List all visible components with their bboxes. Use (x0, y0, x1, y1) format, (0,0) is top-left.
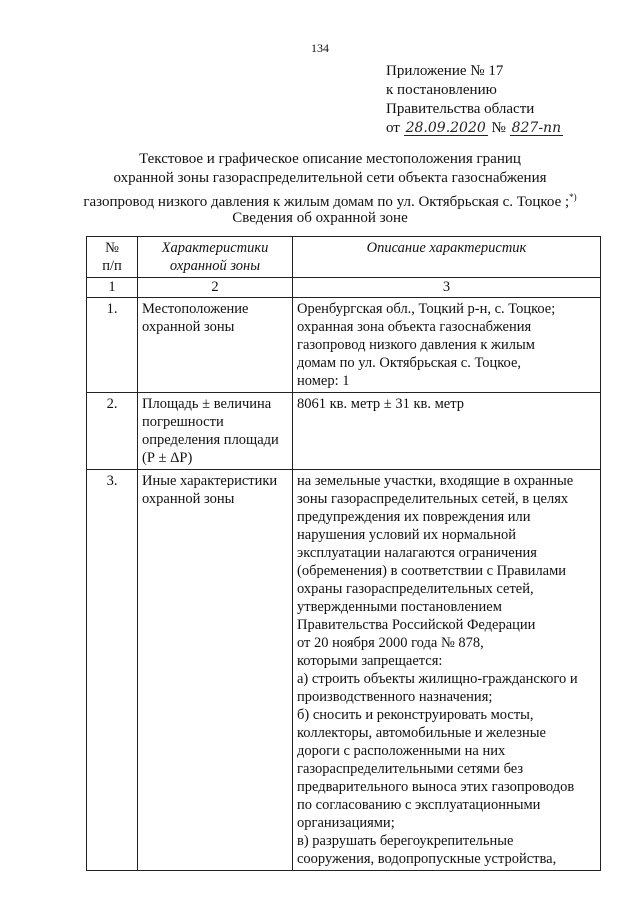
appendix-block (386, 62, 563, 138)
appendix-line-1: Приложение № 17 (386, 63, 504, 79)
description-line: зоны газораспределительных сетей, в целях (297, 491, 569, 507)
description-line: домам по ул. Октябрьская с. Тоцкое, (297, 355, 522, 371)
column-number-1: 1 (87, 278, 138, 298)
description-line: дороги с расположенными на них (297, 743, 506, 759)
description-line: на земельные участки, входящие в охранные (297, 473, 574, 489)
header-characteristics: Характеристики охранной зоны (138, 237, 293, 278)
description-line: а) строить объекты жилищно-гражданского и (297, 671, 578, 687)
description-line: б) сносить и реконструировать мосты, (297, 707, 534, 723)
table-row (87, 470, 601, 871)
description-line: в) разрушать берегоукрепительные (297, 833, 514, 849)
column-number-3: 3 (293, 278, 601, 298)
table-row (87, 393, 601, 470)
description-line: сооружения, водопропускные устройства, (297, 851, 557, 867)
description-line: утвержденными постановлением (297, 599, 502, 615)
description-line: эксплуатации налагаются ограничения (297, 545, 537, 561)
row-number: 3. (87, 470, 138, 871)
description-line: номер: 1 (297, 373, 350, 389)
title-line-2: охранной зоны газораспределительной сети объекта газоснабжения (113, 170, 547, 186)
title-line-3-text: газопровод низкого давления к жилым домам по ул. Октябрьская с. Тоцкое ; (83, 194, 570, 210)
description-line: Оренбургская обл., Тоцкий р-н, с. Тоцкое; (297, 301, 556, 317)
description-line: производственного назначения; (297, 689, 493, 705)
column-number-2: 2 (138, 278, 293, 298)
description-line: от 20 ноября 2000 года № 878, (297, 635, 484, 651)
description-line: газораспределительными сетями без (297, 761, 524, 777)
description-line: Правительства Российской Федерации (297, 617, 536, 633)
appendix-line-2: к постановлению (386, 82, 497, 98)
description-line: которыми запрещается: (297, 653, 443, 669)
title-line-3 (60, 188, 600, 212)
description-line: предупреждения их повреждения или (297, 509, 531, 525)
header-num-line-1: № (105, 240, 119, 256)
document-title (60, 150, 600, 212)
description-line: предварительного выноса этих газопроводов (297, 779, 575, 795)
description-line: организациями; (297, 815, 395, 831)
description-line: нарушения условий их нормальной (297, 527, 517, 543)
row-description (293, 393, 601, 470)
title-line-1: Текстовое и графическое описание местоположения границ (139, 151, 521, 167)
description-line: охранная зона объекта газоснабжения (297, 319, 532, 335)
description-line: 8061 кв. метр ± 31 кв. метр (297, 396, 464, 412)
handwritten-number: 827-пп (511, 120, 562, 136)
handwritten-date: 28.09.2020 (405, 120, 486, 136)
row-characteristic: Иные характеристики охранной зоны (138, 470, 293, 871)
row-characteristic: Площадь ± величина погрешности определения площади (Р ± ΔР) (138, 393, 293, 470)
protected-zone-table (86, 236, 601, 871)
table-row (87, 298, 601, 393)
footnote-mark: *) (569, 192, 577, 202)
number-prefix: № (491, 120, 506, 136)
page-number: 134 (311, 41, 329, 55)
row-description (293, 470, 601, 871)
column-number-row (87, 278, 601, 298)
description-line: по согласованию с эксплуатационными (297, 797, 541, 813)
header-num-line-2: п/п (102, 258, 122, 274)
table-header-row (87, 237, 601, 278)
row-description (293, 298, 601, 393)
date-prefix: от (386, 120, 400, 136)
header-description: Описание характеристик (293, 237, 601, 278)
description-line: охраны газораспределительных сетей, (297, 581, 534, 597)
header-num (87, 237, 138, 278)
appendix-line-3: Правительства области (386, 101, 535, 117)
description-line: газопровод низкого давления к жилым (297, 337, 535, 353)
description-line: (обременения) в соответствии с Правилами (297, 563, 567, 579)
description-line: коллекторы, автомобильные и железные (297, 725, 546, 741)
row-number: 1. (87, 298, 138, 393)
appendix-date-line (386, 119, 563, 138)
row-number: 2. (87, 393, 138, 470)
row-characteristic: Местоположение охранной зоны (138, 298, 293, 393)
section-subtitle: Сведения об охранной зоне (232, 210, 408, 226)
